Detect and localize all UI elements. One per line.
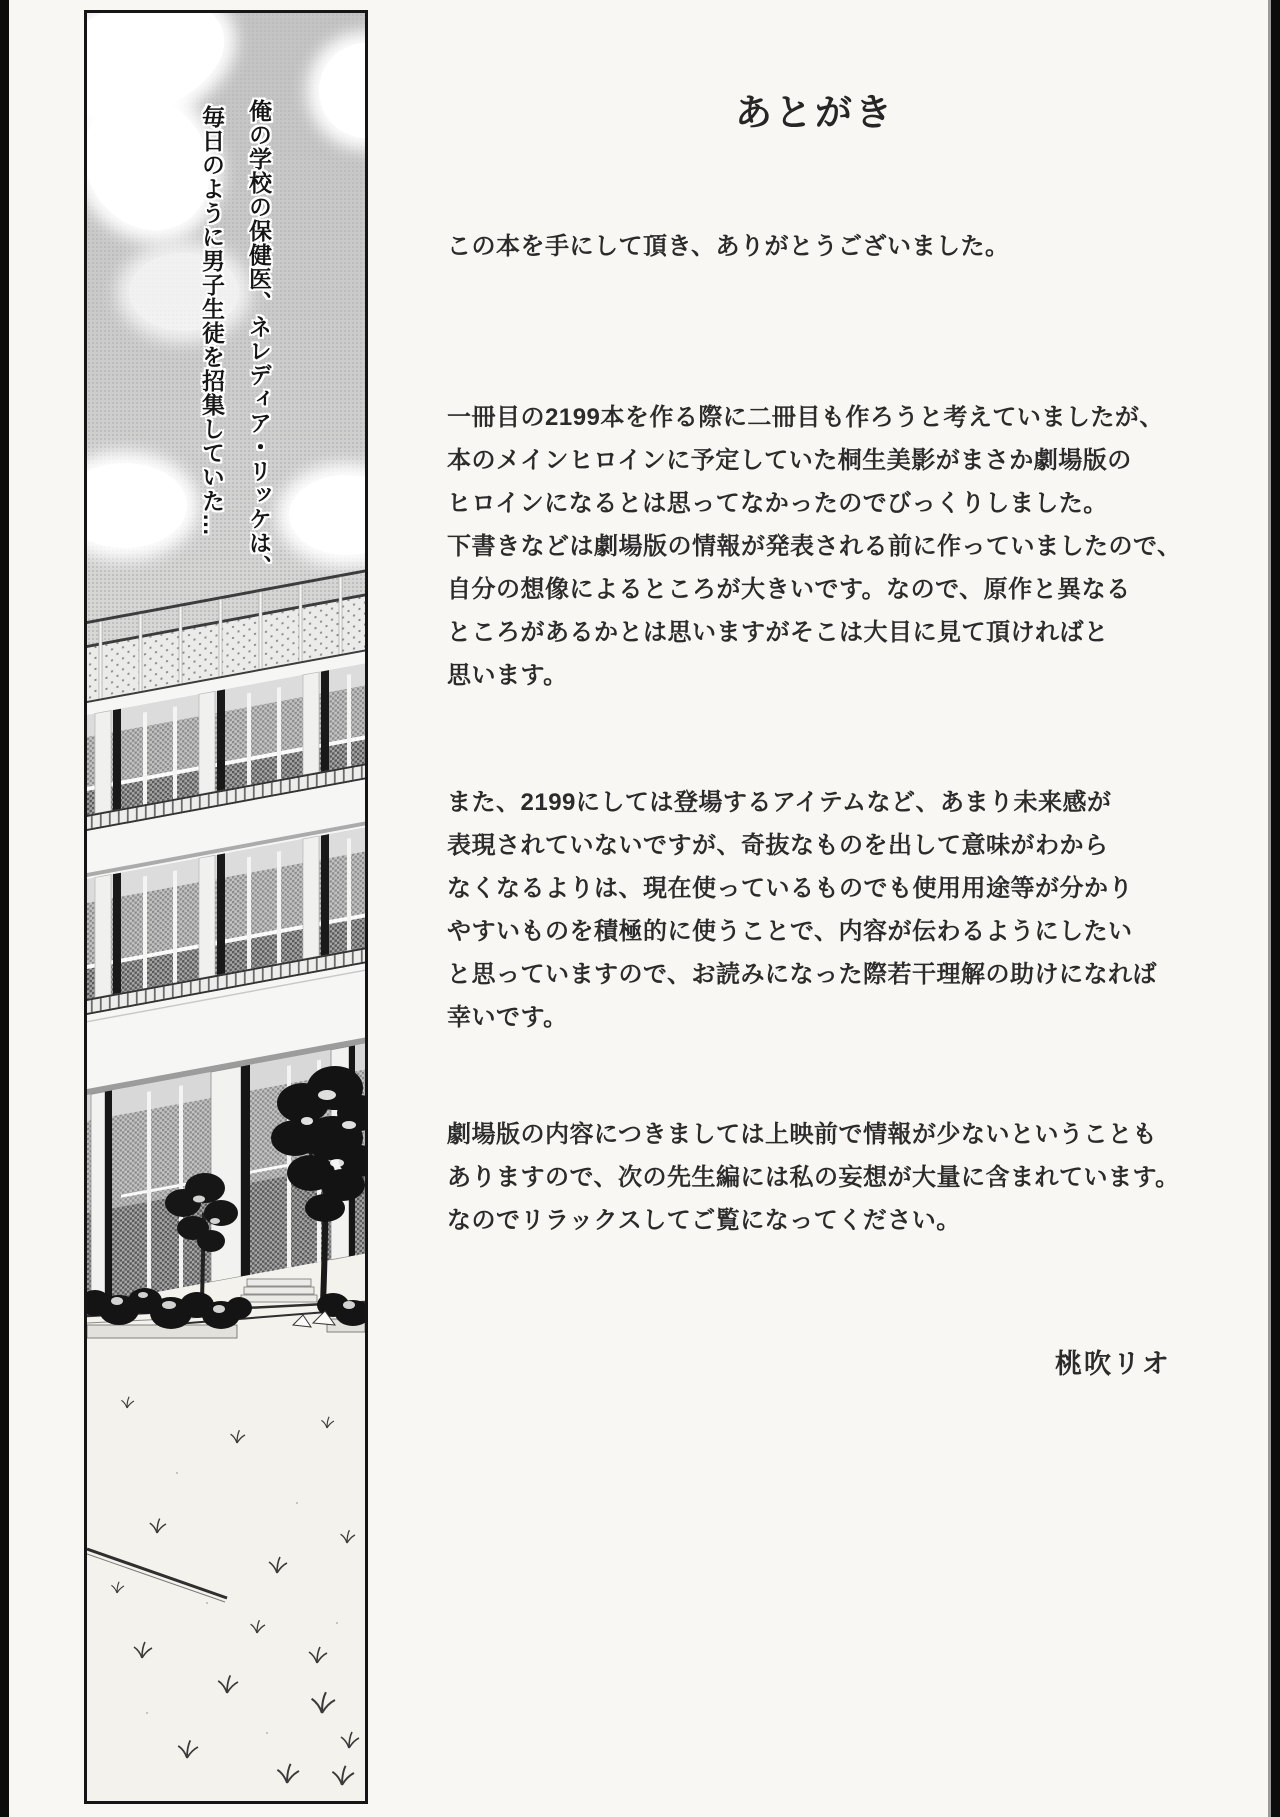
afterword-title: あとがき — [735, 92, 895, 133]
text-line: 思います。 — [447, 662, 568, 689]
text-line: ヒロインになるとは思ってなかったのでびっくりしました。 — [447, 490, 1108, 517]
text-line: この本を手にして頂き、ありがとうございました。 — [447, 233, 1010, 260]
panel-narration-column-2: 毎日のように男子生徒を招集していた… — [199, 105, 226, 537]
text-line: 表現されていないですが、奇抜なものを出して意味がわから — [447, 832, 1109, 859]
panel-narration-column-1: 俺の学校の保健医、ネレディア・リッケは、 — [246, 99, 273, 579]
text-line: また、2199にしては登場するアイテムなど、あまり未来感が — [447, 789, 1112, 816]
text-line: 本のメインヒロインに予定していた桐生美影がまさか劇場版の — [447, 447, 1132, 474]
text-line: やすいものを積極的に使うことで、内容が伝わるようにしたい — [447, 918, 1133, 945]
afterword-paragraph-2 — [447, 396, 1182, 697]
text-line: なくなるよりは、現在使っているものでも使用用途等が分かり — [447, 875, 1133, 902]
text-line: なのでリラックスしてご覧になってください。 — [447, 1207, 961, 1234]
afterword-paragraph-4 — [447, 1113, 1180, 1242]
text-line: 劇場版の内容につきましては上映前で情報が少ないということも — [447, 1121, 1158, 1148]
text-line: 下書きなどは劇場版の情報が発表される前に作っていましたので、 — [447, 533, 1182, 560]
text-line: 自分の想像によるところが大きいです。なので、原作と異なる — [447, 576, 1131, 603]
text-line: ありますので、次の先生編には私の妄想が大量に含まれています。 — [447, 1164, 1180, 1191]
text-line: 幸いです。 — [447, 1004, 568, 1031]
afterword-paragraph-3 — [447, 781, 1157, 1039]
text-line: 一冊目の2199本を作る際に二冊目も作ろうと考えていましたが、 — [447, 404, 1164, 431]
text-line: ところがあるかとは思いますがそこは大目に見て頂ければと — [447, 619, 1109, 646]
afterword-paragraph-1 — [447, 225, 1010, 268]
scan-edge-left — [0, 0, 9, 1817]
text-line: と思っていますので、お読みになった際若干理解の助けになれば — [447, 961, 1158, 988]
author-signature: 桃吹リオ — [1055, 1349, 1171, 1379]
scan-edge-right — [1271, 0, 1280, 1817]
manga-panel — [84, 10, 368, 1804]
